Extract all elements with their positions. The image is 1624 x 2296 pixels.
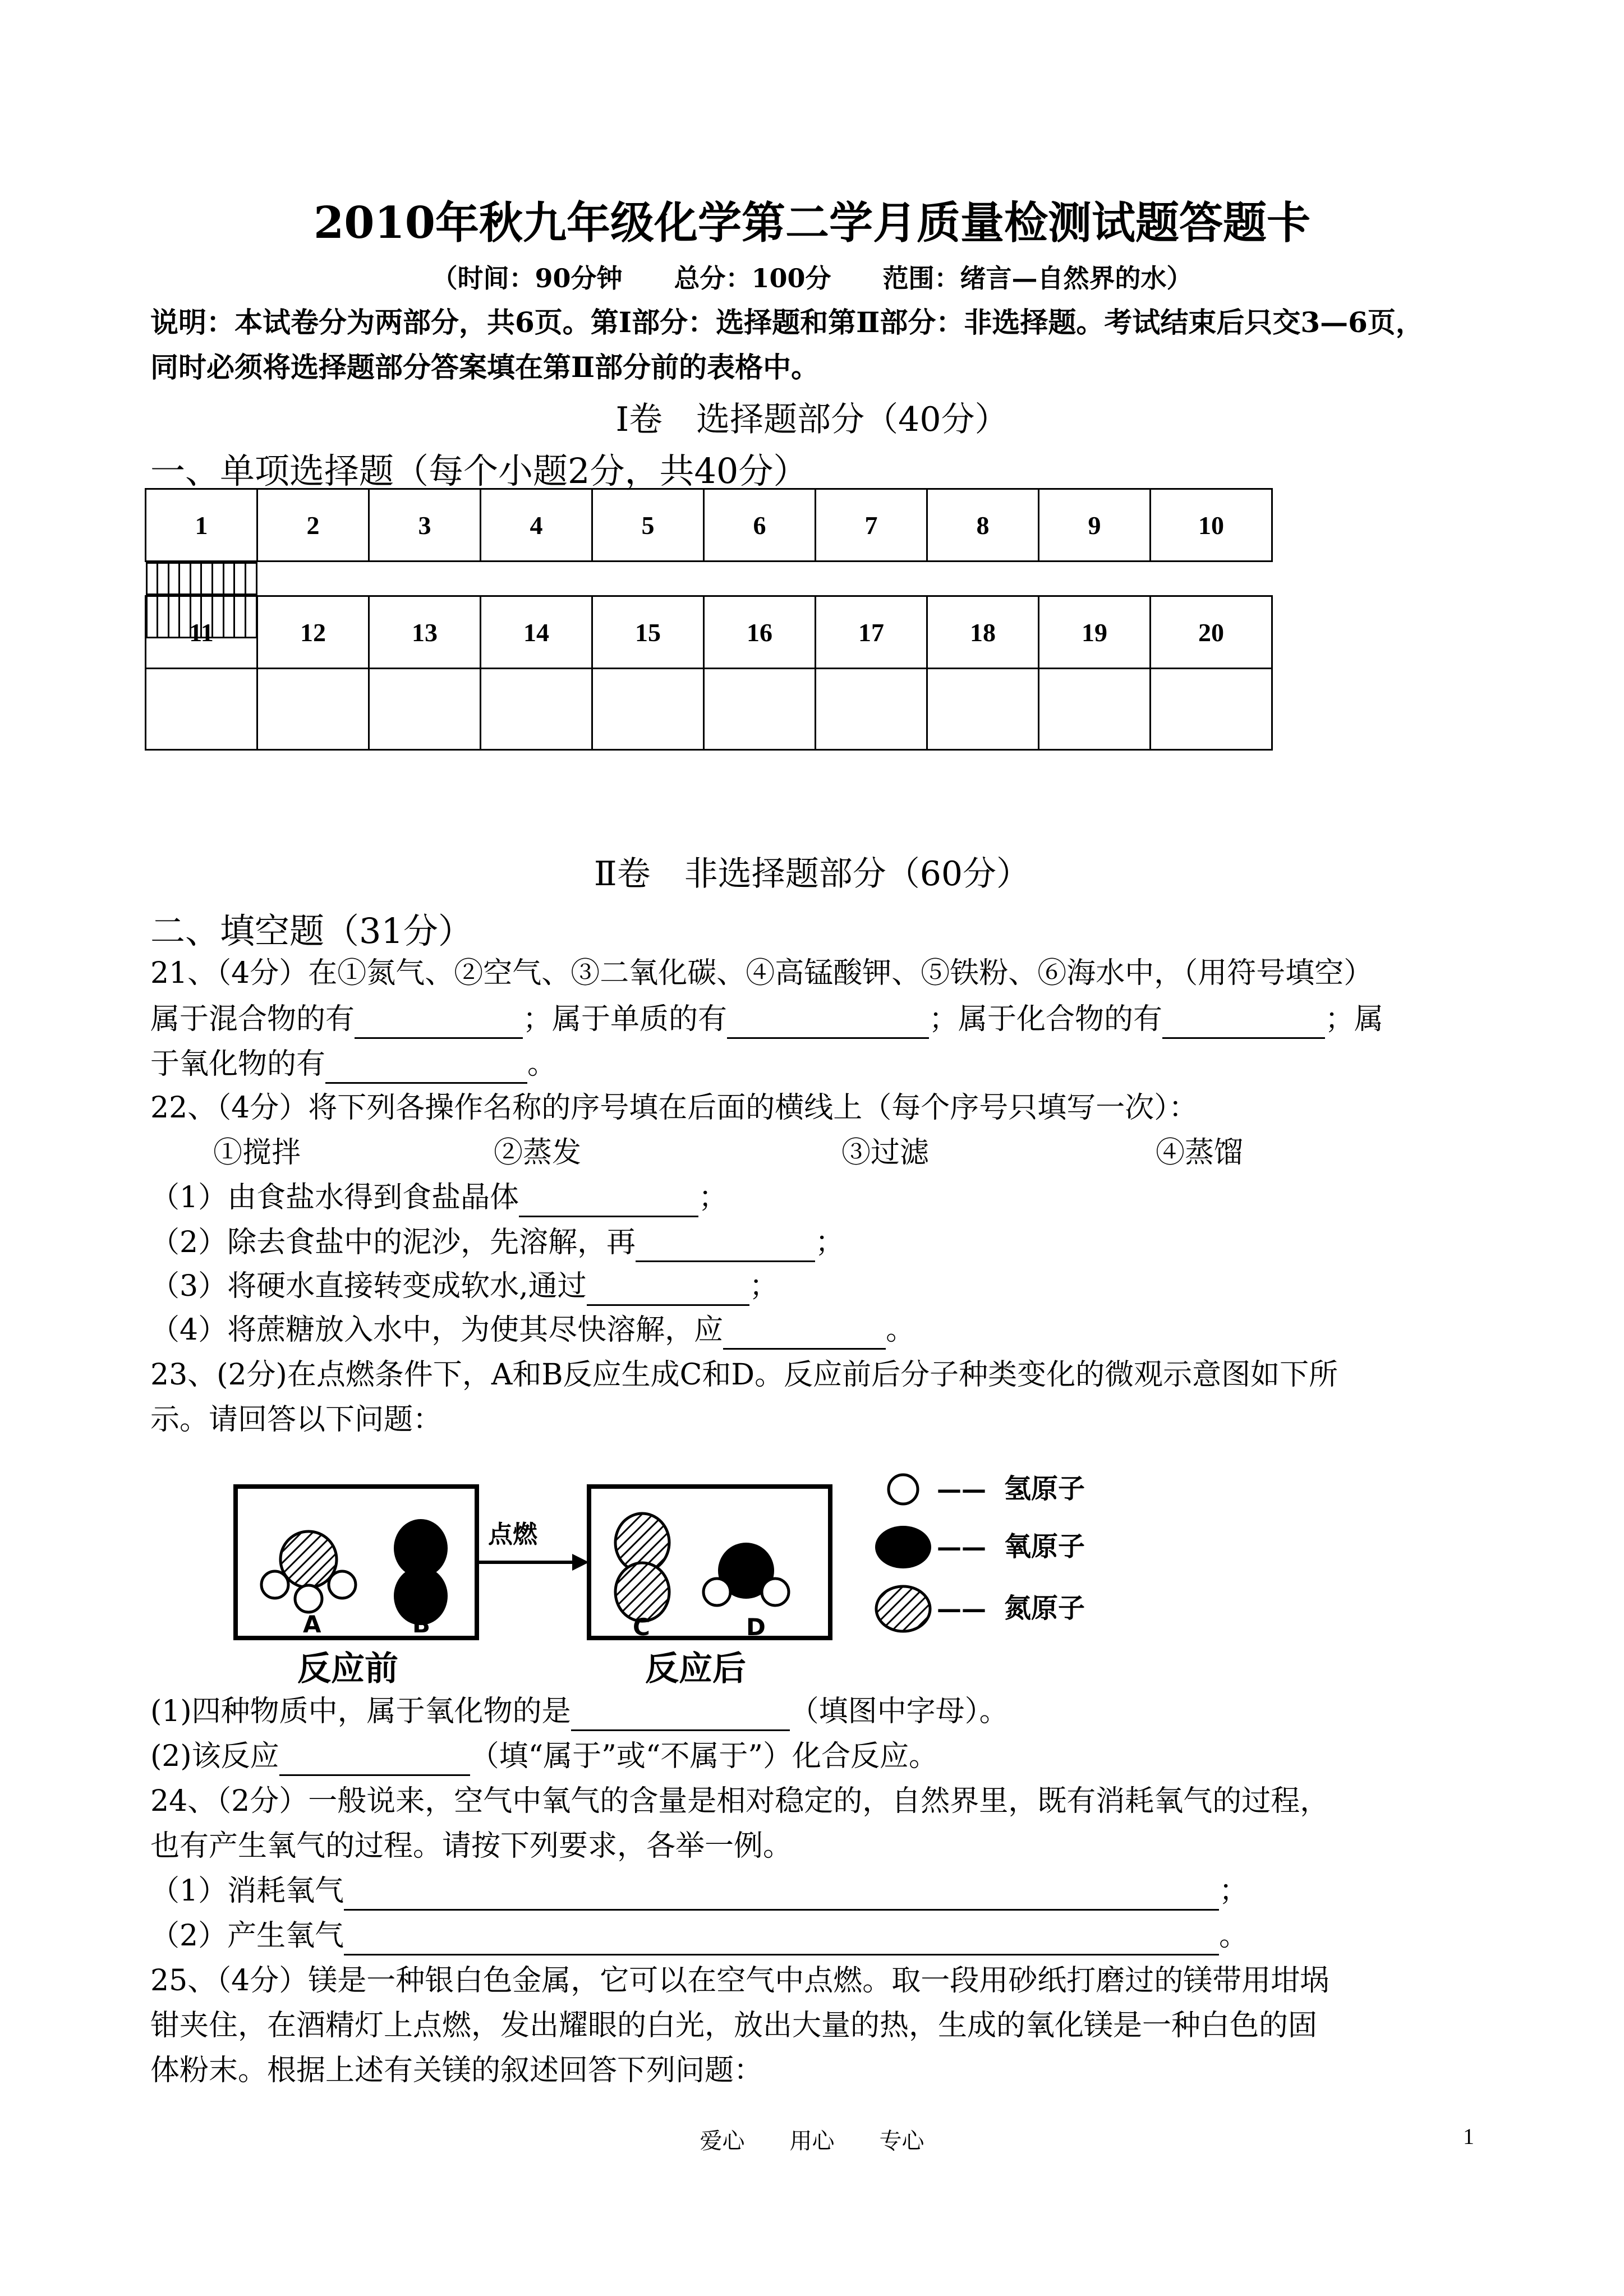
question-number: 3 <box>369 489 481 562</box>
q22-item-3-end: ； <box>749 1269 779 1303</box>
q22-blank-1[interactable] <box>519 1184 698 1217</box>
q24-item-2-end: 。 <box>1219 1919 1249 1953</box>
nitrogen-atom <box>615 1563 669 1621</box>
q22-item-1 <box>150 1178 728 1217</box>
question-number: 12 <box>257 596 369 669</box>
arrow-head <box>572 1554 589 1571</box>
question-number: 5 <box>592 489 704 562</box>
legend-nitrogen: 氮原子 <box>1004 1593 1085 1624</box>
q22-blank-4[interactable] <box>723 1317 886 1350</box>
question-number: 4 <box>481 489 592 562</box>
hydrogen-atom <box>762 1579 789 1605</box>
part1-heading: Ⅰ卷 选择题部分（40分） <box>615 400 1009 439</box>
q21-line-3 <box>150 1045 556 1084</box>
q24-item-1 <box>150 1871 1248 1911</box>
legend-dash: —— <box>937 1475 986 1504</box>
answer-cell[interactable] <box>816 669 927 750</box>
hydrogen-atom <box>295 1585 322 1612</box>
question-number: 6 <box>704 489 816 562</box>
q22-option-4: ④蒸馏 <box>1156 1136 1244 1170</box>
question-number: 15 <box>592 596 704 669</box>
legend-oxygen: 氧原子 <box>1004 1531 1085 1562</box>
arrow-label: 点燃 <box>488 1520 537 1549</box>
q22-option-2: ②蒸发 <box>494 1136 582 1170</box>
answer-cell[interactable] <box>213 563 224 638</box>
q23-sub-1 <box>150 1692 1009 1731</box>
reaction-diagram <box>230 1458 1150 1694</box>
question-number: 7 <box>816 489 927 562</box>
q23-sub-2-end: （填“属于”或“不属于”）化合反应。 <box>470 1740 938 1773</box>
q22-item-1-end: ； <box>698 1181 728 1214</box>
part1-section-title: 一、单项选择题（每个小题2分，共40分） <box>150 450 808 491</box>
legend-hydrogen-icon <box>889 1475 918 1504</box>
q22-item-2-text: （2）除去食盐中的泥沙，先溶解，再 <box>150 1226 636 1259</box>
q23-sub-2-text: (2)该反应 <box>150 1740 279 1773</box>
label-a: A <box>303 1611 321 1638</box>
q25-line-3: 体粉末。根据上述有关镁的叙述回答下列问题： <box>150 2054 763 2087</box>
answer-cell[interactable] <box>592 669 704 750</box>
question-number: 20 <box>1151 596 1272 669</box>
answer-cell[interactable] <box>257 669 369 750</box>
question-number: 17 <box>816 596 927 669</box>
q24-item-1-end: ； <box>1219 1874 1249 1908</box>
q22-item-1-text: （1）由食盐水得到食盐晶体 <box>150 1181 519 1214</box>
q24-item-2 <box>150 1916 1248 1955</box>
exam-info: （时间：90分钟 总分：100分 范围：绪言—自然界的水） <box>431 263 1193 293</box>
instructions-line-1: 说明：本试卷分为两部分，共6页。第Ⅰ部分：选择题和第Ⅱ部分：非选择题。考试结束后只交3—6页， <box>150 306 1424 339</box>
label-c: C <box>633 1613 650 1641</box>
q21-label-element: ；属于单质的有 <box>523 1002 728 1036</box>
q21-label-oxide-a: ；属 <box>1325 1002 1384 1036</box>
q22-item-4-text: （4）将蔗糖放入水中，为使其尽快溶解，应 <box>150 1313 724 1347</box>
answer-grid <box>145 488 1273 751</box>
instructions-line-2: 同时必须将选择题部分答案填在第Ⅱ部分前的表格中。 <box>150 351 820 384</box>
question-number: 1 <box>146 489 257 562</box>
q21-label-mixture: 属于混合物的有 <box>150 1002 355 1036</box>
footer-motto: 爱心 用心 专心 <box>700 2128 924 2154</box>
question-number: 18 <box>927 596 1039 669</box>
nitrogen-atom <box>280 1531 337 1588</box>
question-number: 8 <box>927 489 1039 562</box>
q24-line-2: 也有产生氧气的过程。请按下列要求，各举一例。 <box>150 1829 793 1863</box>
q22-item-4-end: 。 <box>886 1313 915 1347</box>
q22-intro: 22、（4分）将下列各操作名称的序号填在后面的横线上（每个序号只填写一次）： <box>150 1091 1198 1125</box>
q23-line-2: 示。请回答以下问题： <box>150 1403 443 1437</box>
page-number: 1 <box>1463 2124 1474 2149</box>
answer-cell[interactable] <box>481 669 592 750</box>
answer-cell[interactable] <box>168 563 180 638</box>
q23-blank-2[interactable] <box>279 1743 470 1776</box>
q25-line-2: 钳夹住，在酒精灯上点燃，发出耀眼的白光，放出大量的热，生成的氧化镁是一种白色的固 <box>150 2009 1318 2042</box>
answer-cell[interactable] <box>1151 669 1272 750</box>
q21-blank-oxide[interactable] <box>325 1051 527 1084</box>
q21-period: 。 <box>527 1047 557 1081</box>
question-number: 10 <box>1151 489 1272 562</box>
q24-item-1-text: （1）消耗氧气 <box>150 1874 344 1908</box>
answer-cell[interactable] <box>158 563 169 638</box>
answer-cell[interactable] <box>146 563 158 638</box>
answer-cell[interactable] <box>1039 669 1151 750</box>
question-number: 16 <box>704 596 816 669</box>
q22-option-3: ③过滤 <box>841 1136 930 1170</box>
part2-section-title: 二、填空题（31分） <box>150 910 473 951</box>
answer-cell[interactable] <box>234 563 246 638</box>
legend-dash: —— <box>937 1533 986 1562</box>
question-number: 13 <box>369 596 481 669</box>
q23-sub-1-end: （填图中字母）。 <box>789 1695 1009 1728</box>
page-title: 2010年秋九年级化学第二学月质量检测试题答题卡 <box>313 197 1311 249</box>
hydrogen-atom <box>703 1579 730 1605</box>
question-number: 14 <box>481 596 592 669</box>
q22-blank-2[interactable] <box>636 1229 815 1262</box>
answer-cell[interactable] <box>927 669 1039 750</box>
question-number: 9 <box>1039 489 1151 562</box>
q24-blank-1[interactable] <box>344 1878 1219 1911</box>
q23-sub-2 <box>150 1737 938 1776</box>
answer-cell[interactable] <box>245 563 256 638</box>
q22-item-3 <box>150 1267 779 1306</box>
q23-line-1: 23、(2分)在点燃条件下，A和B反应生成C和D。反应前后分子种类变化的微观示意图如下所 <box>150 1358 1338 1392</box>
q21-blank-mixture[interactable] <box>355 1006 523 1039</box>
q22-item-2-end: ； <box>815 1226 845 1259</box>
after-caption: 反应后 <box>645 1649 746 1688</box>
q21-blank-compound[interactable] <box>1162 1006 1325 1039</box>
label-d: D <box>746 1613 766 1641</box>
q21-label-oxide-b: 于氧化物的有 <box>150 1047 326 1081</box>
q21-blank-element[interactable] <box>727 1006 929 1039</box>
q22-option-1: ①搅拌 <box>213 1136 301 1170</box>
legend-dash: —— <box>937 1595 986 1623</box>
legend-hydrogen: 氢原子 <box>1004 1473 1085 1504</box>
before-caption: 反应前 <box>297 1649 398 1688</box>
q22-item-2 <box>150 1223 844 1262</box>
q24-line-1: 24、（2分）一般说来，空气中氧气的含量是相对稳定的，自然界里，既有消耗氧气的过程， <box>150 1784 1329 1818</box>
answer-cell[interactable] <box>704 669 816 750</box>
q22-blank-3[interactable] <box>587 1273 749 1306</box>
q21-label-compound: ；属于化合物的有 <box>929 1002 1163 1036</box>
answer-cell[interactable] <box>369 669 481 750</box>
question-number: 11 <box>146 596 257 669</box>
part2-heading: Ⅱ卷 非选择题部分（60分） <box>594 854 1030 894</box>
q24-blank-2[interactable] <box>344 1922 1219 1955</box>
legend-oxygen-icon <box>875 1526 931 1568</box>
q21-line-2 <box>150 1000 1383 1039</box>
q23-sub-1-text: (1)四种物质中，属于氧化物的是 <box>150 1695 571 1728</box>
legend-nitrogen-icon <box>876 1586 930 1631</box>
q22-item-3-text: （3）将硬水直接转变成软水,通过 <box>150 1269 587 1303</box>
answer-cell[interactable] <box>223 563 234 638</box>
q23-blank-1[interactable] <box>571 1698 790 1731</box>
q22-item-4 <box>150 1310 915 1350</box>
q25-line-1: 25、（4分）镁是一种银白色金属，它可以在空气中点燃。取一段用砂纸打磨过的镁带用坩埚 <box>150 1964 1329 1998</box>
label-b: B <box>412 1611 431 1638</box>
q24-item-2-text: （2）产生氧气 <box>150 1919 344 1953</box>
question-number: 19 <box>1039 596 1151 669</box>
answer-cell[interactable] <box>146 669 257 750</box>
q21-line-1: 21、（4分）在①氮气、②空气、③二氧化碳、④高锰酸钾、⑤铁粉、⑥海水中，（用符号填空） <box>150 956 1373 990</box>
question-number: 2 <box>257 489 369 562</box>
